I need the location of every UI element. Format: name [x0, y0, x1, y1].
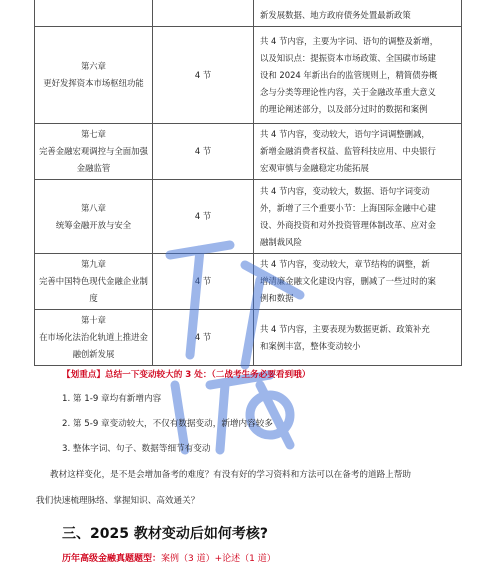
table-row	[35, 180, 462, 254]
table-cell-desc	[254, 254, 462, 310]
desc-line: 例和数据	[260, 293, 294, 303]
chapter-number: 第十章	[80, 315, 107, 325]
table-row	[35, 27, 462, 124]
exam-format-value: 案例（3 道）+论述（1 道）	[161, 554, 276, 564]
desc-line: 共 4 节内容，变动较大，章节结构的调整，新	[260, 259, 430, 269]
table-cell-desc	[254, 180, 462, 254]
desc-line: 和案例丰富，整体变动较小	[260, 340, 361, 351]
chapter-title-line: 完善金融宏观调控与全面加强	[39, 146, 148, 156]
table-cell-chapter	[35, 310, 153, 366]
chapter-number: 第七章	[80, 129, 107, 139]
desc-line: 融制裁风险	[260, 236, 302, 247]
desc-line: 的理论阐述部分，以及部分过时的数据和案例	[260, 103, 428, 114]
paragraph-line: 教材这样变化，是不是会增加备考的难度？有没有好的学习资料和方法可以在备考的道路上帮助	[50, 470, 411, 480]
table-cell-chapter	[35, 27, 153, 124]
highlight-note: 【划重点】总结一下变动较大的 3 处：（二战考生务必要看到哦）	[62, 370, 311, 380]
table-cell-desc	[254, 310, 462, 366]
desc-line: 设和 2024 年新出台的监管规则上，精简债券概	[260, 69, 438, 80]
table-cell-hours: 4 节	[153, 254, 254, 310]
chapter-number: 第六章	[80, 61, 107, 71]
section-title: 三、2025 教材变动后如何考核?	[62, 526, 268, 542]
table-row	[35, 0, 462, 27]
table-cell-hours: 4 节	[153, 124, 254, 180]
chapter-changes-table	[34, 0, 462, 366]
desc-line: 以及知识点：提振资本市场政策、全国碳市场建	[260, 52, 436, 63]
table-row	[35, 254, 462, 310]
table-cell-hours: 4 节	[153, 27, 254, 124]
table-cell-chapter	[35, 254, 153, 310]
table-cell-chapter	[35, 124, 153, 180]
chapter-title-line: 金融监管	[76, 163, 111, 173]
table-cell-chapter	[35, 180, 153, 254]
chapter-title-line: 完善中国特色现代金融企业制	[39, 276, 148, 286]
table-cell-desc: 新发展数据、地方政府债务处置最新政策	[254, 0, 462, 27]
desc-line: 共 4 节内容，变动较大，语句字词调整删减，	[260, 129, 430, 139]
table-cell-hours: 4 节	[153, 180, 254, 254]
desc-line: 增清廉金融文化建设内容，删减了一些过时的案	[260, 276, 436, 286]
chapter-title-line: 统筹金融开放与安全	[55, 219, 132, 230]
desc-line: 外，新增了三个重要小节：上海国际金融中心建	[260, 202, 436, 213]
list-item: 1. 第 1-9 章均有新增内容	[62, 394, 162, 404]
desc-line: 宏观审慎与金融稳定功能拓展	[260, 163, 369, 173]
paragraph-line: 我们快速梳理脉络、掌握知识、高效通关？	[36, 496, 200, 506]
table-row	[35, 124, 462, 180]
table-cell-desc	[254, 124, 462, 180]
table-cell-hours: 4 节	[153, 310, 254, 366]
desc-line: 新增金融消费者权益、监管科技应用、中央银行	[260, 146, 436, 156]
chapter-number: 第九章	[80, 259, 107, 269]
chapter-title-line: 融创新发展	[72, 349, 115, 359]
chapter-number: 第八章	[80, 202, 107, 213]
list-item: 3. 整体字词、句子、数据等细节有变动	[62, 444, 211, 454]
chapter-title-line: 度	[89, 293, 98, 303]
list-item: 2. 第 5-9 章变动较大，不仅有数据变动，新增内容较多	[62, 419, 273, 429]
desc-line: 共 4 节内容，变动较大，数据、语句字词变动	[260, 185, 430, 196]
exam-format-line	[62, 551, 276, 564]
desc-line: 设、外商投资和对外投资管理体制改革、应对金	[260, 219, 436, 230]
desc-line: 念与分类等理论性内容，关于金融改革重大意义	[260, 86, 436, 97]
chapter-title-line: 更好发挥资本市场枢纽功能	[43, 78, 144, 88]
exam-format-label: 历年高级金融真题题型：	[62, 554, 162, 564]
table-row	[35, 310, 462, 366]
desc-line: 共 4 节内容，主要表现为数据更新、政策补充	[260, 323, 430, 334]
table-cell-desc	[254, 27, 462, 124]
desc-line: 共 4 节内容，主要为字词、语句的调整及新增，	[260, 35, 439, 46]
chapter-title-line: 在市场化法治化轨道上推进金	[39, 332, 148, 342]
